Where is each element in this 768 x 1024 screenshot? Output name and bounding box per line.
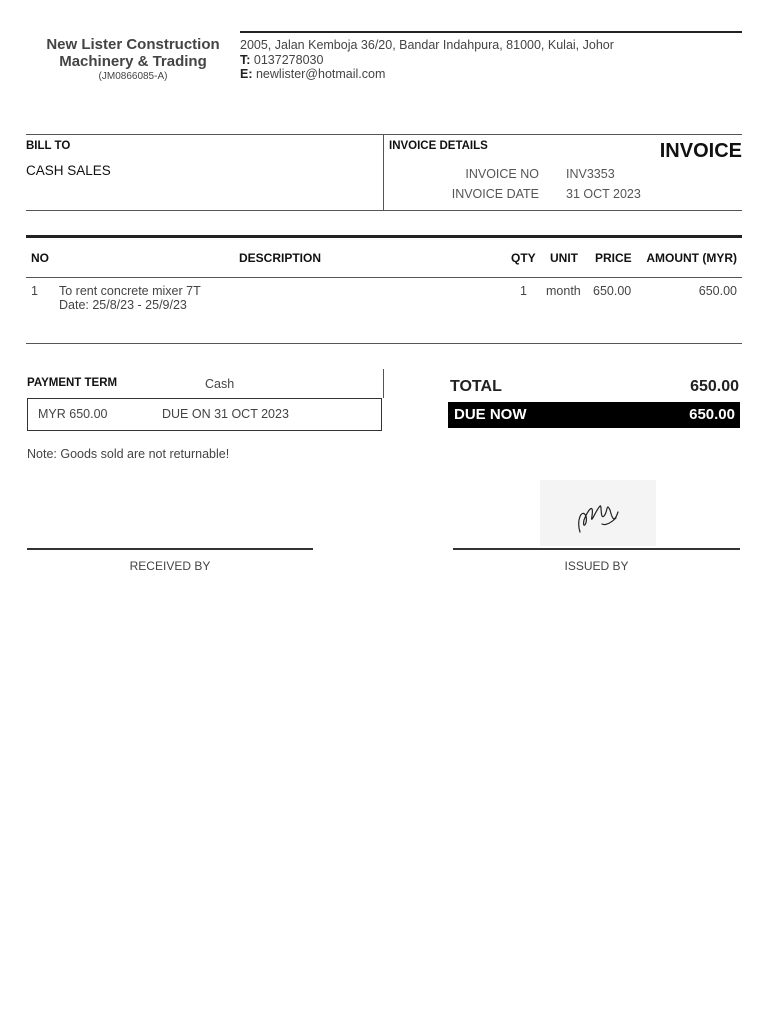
received-by-label: RECEIVED BY xyxy=(129,559,211,573)
header-rule xyxy=(240,31,742,33)
company-name-line2: Machinery & Trading xyxy=(59,53,207,70)
email-label: E: xyxy=(240,67,253,81)
col-header-unit: UNIT xyxy=(550,251,578,265)
payment-term-value: Cash xyxy=(205,377,235,391)
row-amount: 650.00 xyxy=(698,284,737,298)
table-bottom-rule xyxy=(26,343,742,344)
issued-by-line xyxy=(453,548,740,550)
company-registration: (JM0866085-A) xyxy=(98,71,168,82)
col-header-price: PRICE xyxy=(595,251,632,265)
bill-to-name: CASH SALES xyxy=(26,163,111,178)
due-now-bar xyxy=(448,402,740,428)
payment-divider xyxy=(383,369,384,398)
row-unit: month xyxy=(546,284,581,298)
phone-label: T: xyxy=(240,53,251,67)
email-value: newlister@hotmail.com xyxy=(255,67,386,81)
payment-box xyxy=(27,398,382,431)
received-by-line xyxy=(27,548,313,550)
col-header-no: NO xyxy=(31,251,49,265)
invoice-date: 31 OCT 2023 xyxy=(566,187,641,201)
company-email xyxy=(240,67,385,81)
row-detail: Date: 25/8/23 - 25/9/23 xyxy=(59,298,187,312)
details-bottom-rule xyxy=(26,210,742,211)
bill-to-label: BILL TO xyxy=(26,140,71,152)
total-value: 650.00 xyxy=(690,378,739,395)
row-no: 1 xyxy=(31,284,38,298)
payment-due-date: DUE ON 31 OCT 2023 xyxy=(162,407,289,421)
table-top-rule xyxy=(26,235,742,238)
table-header-rule xyxy=(26,277,742,278)
col-header-qty: QTY xyxy=(511,251,536,265)
note-text: Note: Goods sold are not returnable! xyxy=(27,447,230,461)
col-header-amount: AMOUNT (MYR) xyxy=(646,251,737,265)
details-top-rule xyxy=(26,134,742,135)
payment-term-label: PAYMENT TERM xyxy=(27,377,118,389)
payment-amount: MYR 650.00 xyxy=(38,407,108,421)
issued-by-label: ISSUED BY xyxy=(564,559,629,573)
company-address: 2005, Jalan Kemboja 36/20, Bandar Indahpura, 81000, Kulai, Johor xyxy=(240,38,614,52)
company-name xyxy=(26,36,240,70)
invoice-title: INVOICE xyxy=(659,140,742,162)
phone-value: 0137278030 xyxy=(253,53,324,67)
row-description: To rent concrete mixer 7T xyxy=(59,284,201,298)
signature-image xyxy=(540,480,656,546)
invoice-details-label: INVOICE DETAILS xyxy=(389,140,488,152)
due-now-label: DUE NOW xyxy=(454,406,527,423)
company-phone xyxy=(240,53,323,67)
total-label: TOTAL xyxy=(450,378,502,395)
invoice-number-label: INVOICE NO xyxy=(465,167,539,181)
invoice-date-label: INVOICE DATE xyxy=(451,187,539,201)
due-now-value: 650.00 xyxy=(689,406,735,423)
company-name-line1: New Lister Construction xyxy=(46,36,220,53)
invoice-number: INV3353 xyxy=(566,167,615,181)
signature-scribble-icon xyxy=(540,480,656,546)
row-price: 650.00 xyxy=(593,284,632,298)
row-qty: 1 xyxy=(520,284,527,298)
col-header-description: DESCRIPTION xyxy=(239,251,322,265)
